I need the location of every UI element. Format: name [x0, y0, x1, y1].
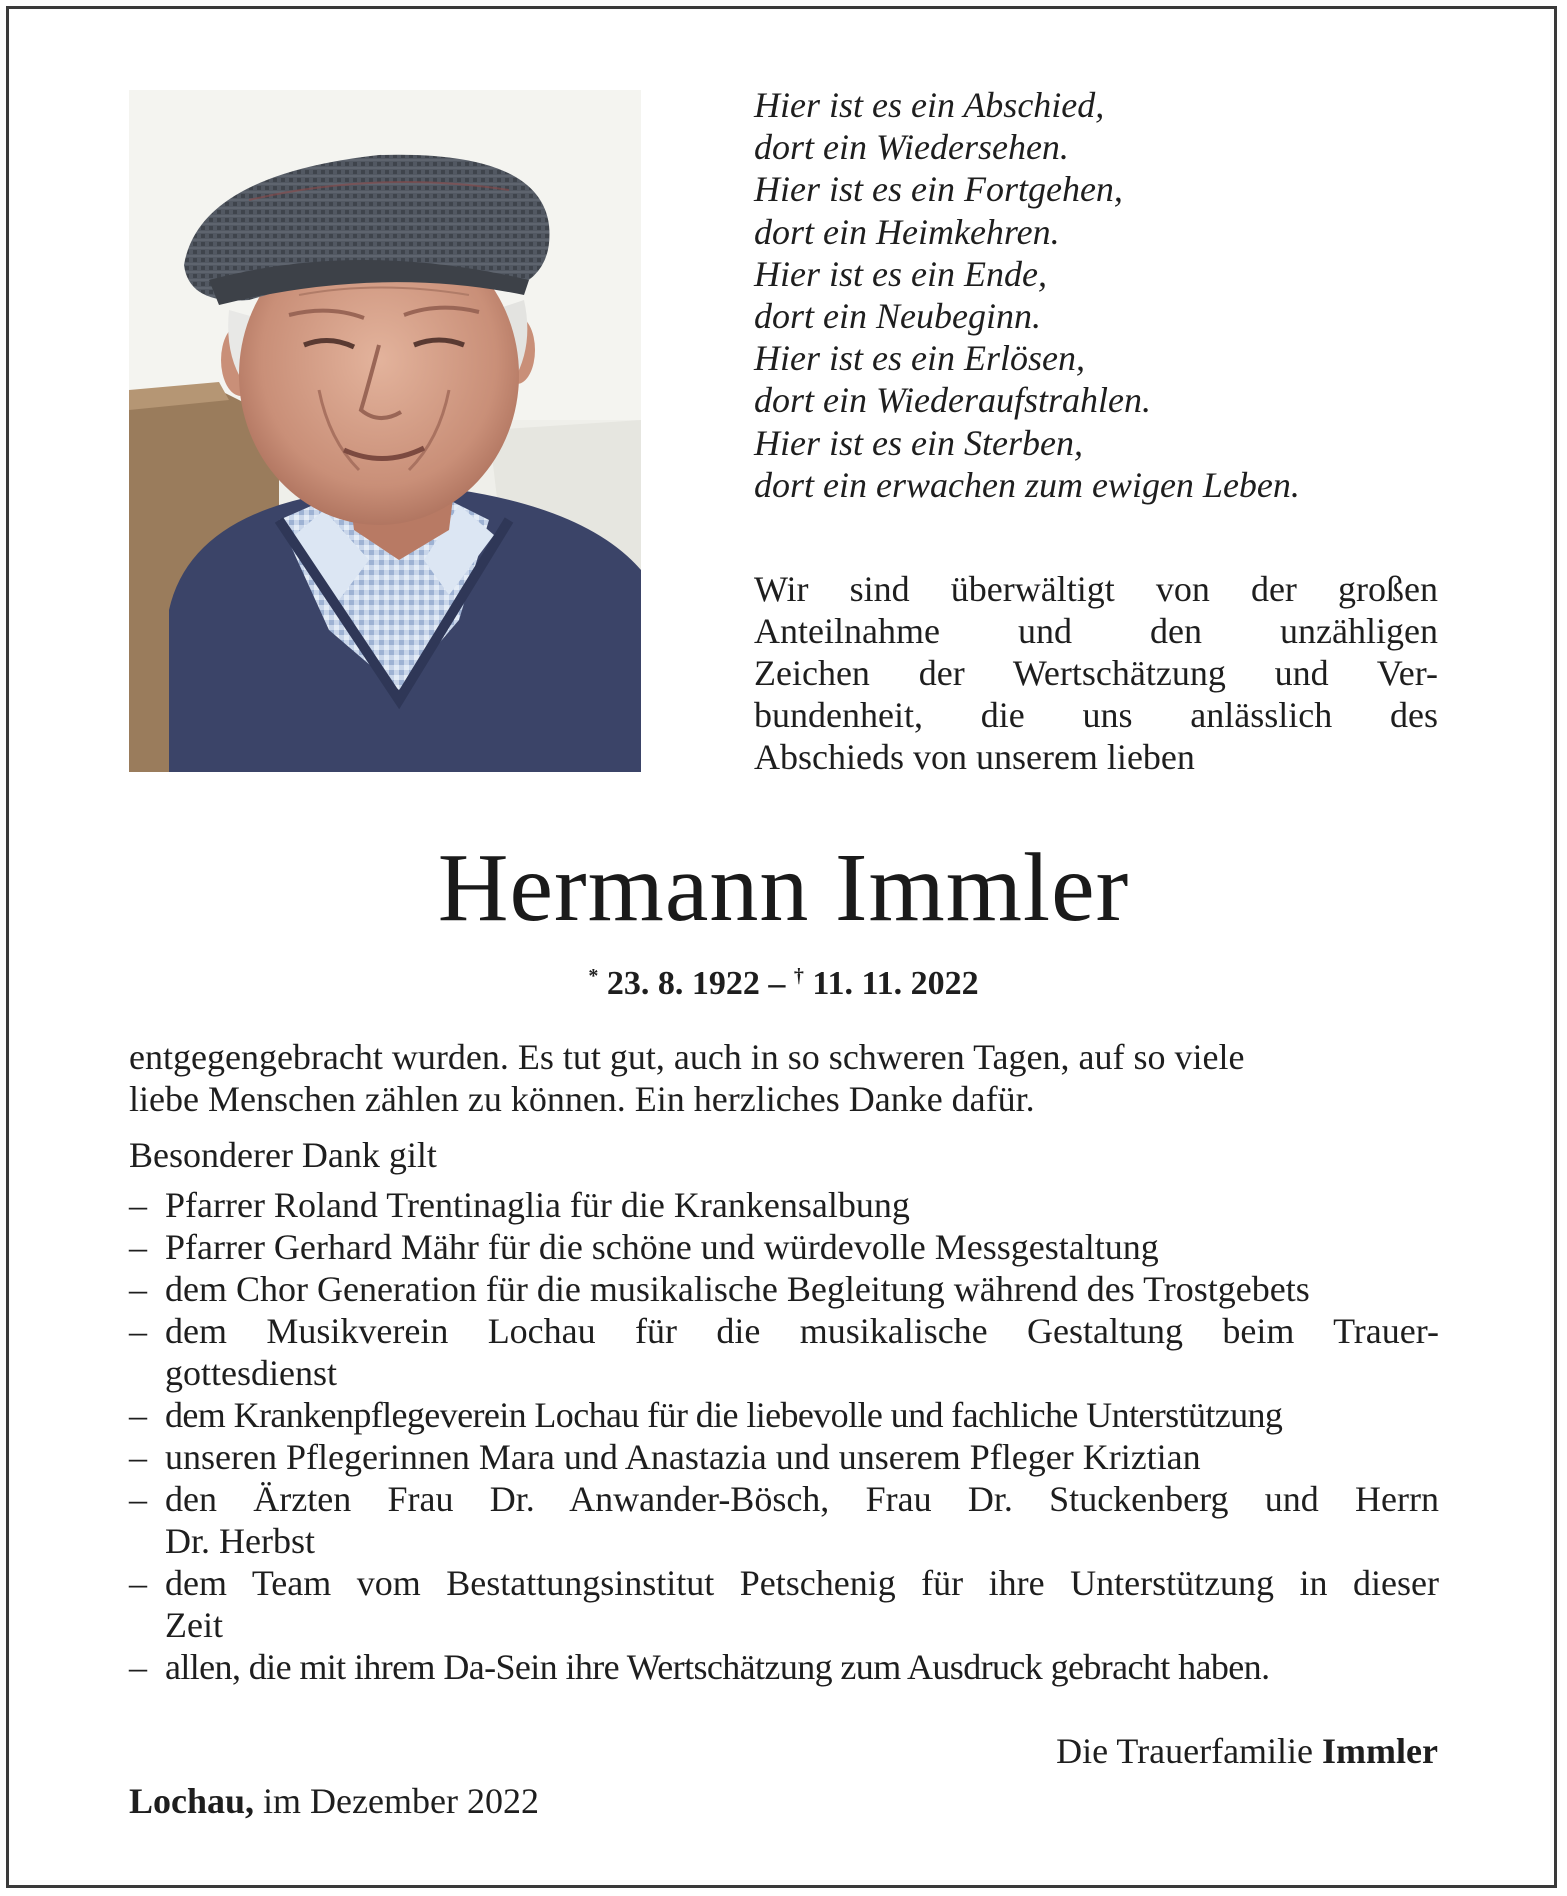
- family-name: Immler: [1322, 1731, 1438, 1771]
- poem-line: Hier ist es ein Ende,: [754, 253, 1047, 294]
- dash-bullet: –: [129, 1563, 147, 1603]
- signature: [1056, 1730, 1438, 1772]
- list-item: [129, 1562, 1439, 1646]
- dash-bullet: –: [129, 1227, 147, 1267]
- dash-bullet: –: [129, 1269, 147, 1309]
- intro-line: bundenheit, die uns anlässlich des: [754, 695, 1438, 735]
- dash-bullet: –: [129, 1437, 147, 1477]
- list-item-text: Zeit: [165, 1605, 223, 1645]
- birth-symbol: *: [588, 965, 599, 987]
- list-item-text: dem Krankenpflegeverein Lochau für die liebevolle und fachliche Unterstützung: [165, 1395, 1283, 1435]
- list-item-text: allen, die mit ihrem Da-Sein ihre Wertschätzung zum Ausdruck gebracht haben.: [165, 1647, 1270, 1687]
- thanks-intro: Besonderer Dank gilt: [129, 1135, 437, 1175]
- list-item: [129, 1394, 1439, 1436]
- place-date: [129, 1780, 539, 1822]
- dash-bullet: –: [129, 1311, 147, 1351]
- list-item-text: gottesdienst: [165, 1353, 337, 1393]
- date-separator: –: [768, 965, 786, 1002]
- place-town: Lochau,: [129, 1781, 255, 1821]
- poem-line: dort ein Neubeginn.: [754, 296, 1041, 337]
- poem-line: Hier ist es ein Abschied,: [754, 85, 1105, 125]
- dash-bullet: –: [129, 1395, 147, 1435]
- list-item: [129, 1646, 1439, 1688]
- list-item-text: unseren Pflegerinnen Mara und Anastazia und unserem Pfleger Kriztian: [165, 1437, 1201, 1477]
- poem-line: dort ein Wiederaufstrahlen.: [754, 380, 1151, 421]
- list-item: [129, 1226, 1439, 1268]
- death-symbol: †: [793, 965, 804, 987]
- poem-line: dort ein Heimkehren.: [754, 211, 1060, 252]
- list-item: [129, 1268, 1439, 1310]
- intro-line: Zeichen der Wertschätzung und Ver-: [754, 653, 1438, 693]
- death-date: 11. 11. 2022: [812, 965, 979, 1002]
- life-dates: [0, 954, 1567, 1006]
- poem-line: Hier ist es ein Erlösen,: [754, 338, 1085, 379]
- intro-line: Abschieds von unserem lieben: [754, 737, 1195, 777]
- list-item-text: Dr. Herbst: [165, 1521, 315, 1561]
- poem-line: Hier ist es ein Sterben,: [754, 422, 1083, 463]
- list-item: [129, 1184, 1439, 1226]
- birth-date: 23. 8. 1922: [606, 965, 760, 1002]
- list-item-text: dem Team vom Bestattungsinstitut Petschenig für ihre Unterstützung in dieser: [165, 1563, 1439, 1603]
- dash-bullet: –: [129, 1479, 147, 1519]
- intro-paragraph: [754, 568, 1438, 778]
- place-date-text: im Dezember 2022: [263, 1781, 539, 1821]
- poem-line: dort ein Wiedersehen.: [754, 127, 1069, 168]
- list-item: [129, 1310, 1439, 1394]
- poem-line: Hier ist es ein Fortgehen,: [754, 169, 1123, 210]
- list-item-text: Pfarrer Roland Trentinaglia für die Krankensalbung: [165, 1185, 910, 1225]
- body-line: entgegengebracht wurden. Es tut gut, auch in so schweren Tagen, auf so viele: [129, 1037, 1245, 1077]
- list-item: [129, 1436, 1439, 1478]
- intro-line: Anteilnahme und den unzähligen: [754, 611, 1438, 651]
- list-item-text: Pfarrer Gerhard Mähr für die schöne und würdevolle Messgestaltung: [165, 1227, 1159, 1267]
- body-paragraph: [129, 1036, 1439, 1120]
- body-line: liebe Menschen zählen zu können. Ein herzliches Danke dafür.: [129, 1079, 1035, 1119]
- list-item-text: dem Musikverein Lochau für die musikalische Gestaltung beim Trauer-: [165, 1311, 1439, 1351]
- list-item-text: dem Chor Generation für die musikalische Begleitung während des Trostgebets: [165, 1269, 1310, 1309]
- poem-line: dort ein erwachen zum ewigen Leben.: [754, 464, 1300, 505]
- deceased-name: Hermann Immler: [437, 834, 1130, 942]
- dash-bullet: –: [129, 1647, 147, 1687]
- intro-line: Wir sind überwältigt von der großen: [754, 569, 1438, 609]
- portrait-photo: [129, 90, 641, 772]
- thanks-list: [129, 1184, 1439, 1688]
- poem: [754, 84, 1474, 506]
- signature-prefix: Die Trauerfamilie: [1056, 1731, 1314, 1771]
- list-item: [129, 1478, 1439, 1562]
- dash-bullet: –: [129, 1185, 147, 1225]
- list-item-text: den Ärzten Frau Dr. Anwander-Bösch, Frau Dr. Stuckenberg und Herrn: [165, 1479, 1439, 1519]
